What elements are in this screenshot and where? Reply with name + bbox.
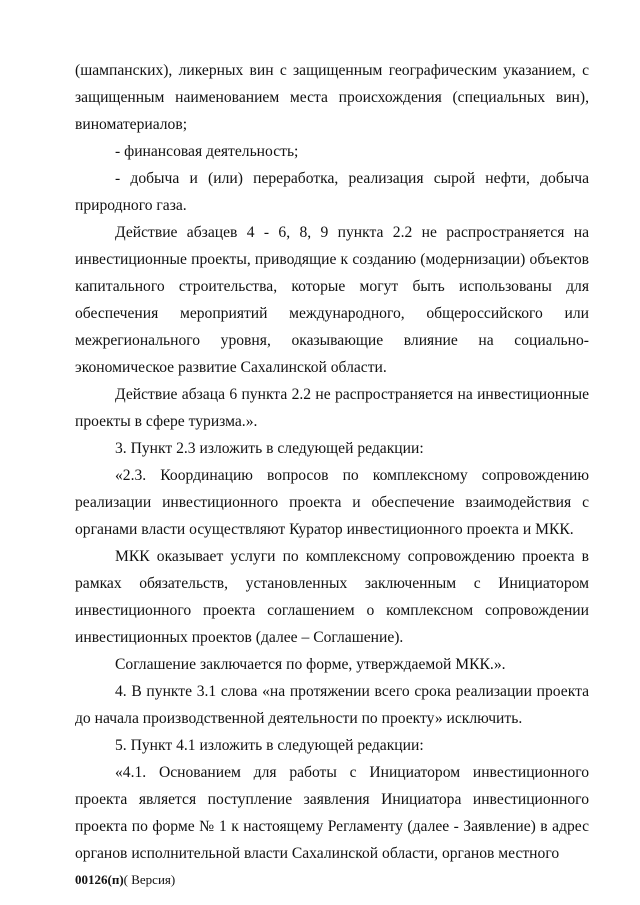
paragraph-agreement-form: Соглашение заключается по форме, утверждаемой МКК.». — [115, 656, 506, 673]
paragraph-mkk-services: МКК оказывает услуги по комплексному сопровождению проекта в рамках обязательств, установленных заключенным с Инициатором инвестиционного проекта соглашением о комплексном сопровождении инвестиционных проектов (далее – Соглашение). — [75, 548, 589, 646]
list-item-financial: - финансовая деятельность; — [115, 143, 299, 160]
document-code: 00126(п) — [75, 872, 124, 887]
paragraph-exemption-tourism: Действие абзаца 6 пункта 2.2 не распространяется на инвестиционные проекты в сфере туризма.». — [75, 386, 589, 430]
document-version: ( Версия) — [123, 872, 176, 887]
paragraph-exemption-2-2: Действие абзацев 4 - 6, 8, 9 пункта 2.2 не распространяется на инвестиционные проекты, приводящие к созданию (модернизации) объектов капитального строительства, которые могут быть использованы для обеспечения мероприятий международного, общероссийского или межрегионального уровня, оказывающие влияние на социально-экономическое развитие Сахалинской области. — [75, 224, 589, 376]
clause-4-1: «4.1. Основанием для работы с Инициатором инвестиционного проекта является поступление заявления Инициатора инвестиционного проекта по форме № 1 к настоящему Регламенту (далее - Заявление) в адрес органов исполнительной власти Сахалинской области, органов местного — [75, 764, 589, 862]
page-footer — [75, 872, 175, 888]
clause-2-3: «2.3. Координацию вопросов по комплексному сопровождению реализации инвестиционного проекта и обеспечение взаимодействия с органами власти осуществляют Куратор инвестиционного проекта и МКК. — [75, 467, 589, 538]
document-body — [75, 57, 589, 867]
amendment-item-4: 4. В пункте 3.1 слова «на протяжении всего срока реализации проекта до начала производственной деятельности по проекту» исключить. — [75, 683, 589, 727]
amendment-item-5: 5. Пункт 4.1 изложить в следующей редакции: — [115, 737, 424, 754]
amendment-item-3: 3. Пункт 2.3 изложить в следующей редакции: — [115, 440, 424, 457]
list-item-oil-gas: - добыча и (или) переработка, реализация сырой нефти, добыча природного газа. — [75, 170, 589, 214]
paragraph-continuation: (шампанских), ликерных вин с защищенным географическим указанием, с защищенным наименованием места происхождения (специальных вин), виноматериалов; — [75, 62, 589, 133]
